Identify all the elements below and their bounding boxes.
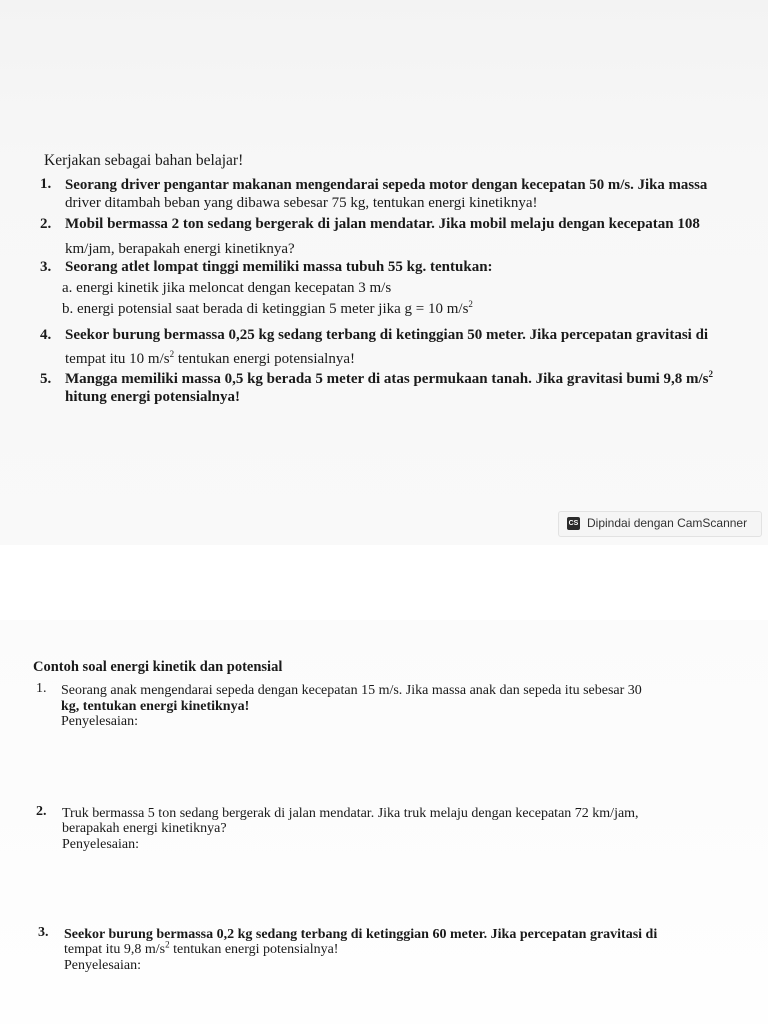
question-text: Truk bermassa 5 ton sedang bergerak di jalan mendatar. Jika truk melaju dengan kecepatan 72 km/jam, [62, 806, 639, 821]
question-text: Mobil bermassa 2 ton sedang bergerak di jalan mendatar. Jika mobil melaju dengan kecepatan 108 [65, 216, 700, 232]
answer-label: Penyelesaian: [62, 837, 139, 852]
question-number: 2. [36, 804, 47, 819]
question-text: Seorang atlet lompat tinggi memiliki massa tubuh 55 kg. tentukan: [65, 259, 493, 275]
question-text: Seorang anak mengendarai sepeda dengan kecepatan 15 m/s. Jika massa anak dan sepeda itu sebesar 30 [61, 683, 642, 698]
question-number: 3. [40, 259, 52, 275]
question-number: 5. [40, 371, 52, 387]
question-text: Mangga memiliki massa 0,5 kg berada 5 meter di atas permukaan tanah. Jika gravitasi bumi 9,8 $m/s^2$ [65, 369, 713, 387]
question-text: kg, tentukan energi kinetiknya! [61, 699, 250, 714]
question-number: 1. [40, 176, 52, 192]
question-text: tempat itu 10 $m/s^2$ tentukan energi potensialnya! [65, 349, 355, 367]
question-text: berapakah energi kinetiknya? [62, 821, 227, 836]
question-text: tempat itu 9,8 $m/s^2$ tentukan energi potensialnya! [64, 939, 339, 957]
question-text: Seekor burung bermassa 0,25 kg sedang terbang di ketinggian 50 meter. Jika percepatan gravitasi di [65, 327, 709, 343]
question-text: Seekor burung bermassa 0,2 kg sedang terbang di ketinggian 60 meter. Jika percepatan gravitasi di [64, 927, 658, 942]
worksheet-2-heading: Contoh soal energi kinetik dan potensial [33, 659, 283, 675]
answer-label: Penyelesaian: [61, 714, 138, 729]
question-text: Seorang driver pengantar makanan mengendarai sepeda motor dengan kecepatan 50 m/s. Jika massa [65, 177, 708, 193]
question-number: 3. [38, 925, 49, 940]
question-number: 4. [40, 327, 52, 343]
watermark-text: Dipindai dengan CamScanner [587, 516, 748, 530]
question-text: driver ditambah beban yang dibawa sebesar 75 kg, tentukan energi kinetiknya! [65, 195, 538, 211]
worksheet-1-heading: Kerjakan sebagai bahan belajar! [44, 152, 244, 169]
camscanner-logo-icon: CS [567, 517, 580, 530]
question-part-b: b. energi potensial saat berada di ketinggian 5 meter jika g = 10 $m/s^2$ [62, 299, 473, 317]
question-number: 1. [36, 681, 47, 696]
question-text: km/jam, berapakah energi kinetiknya? [65, 241, 295, 257]
answer-label: Penyelesaian: [64, 958, 141, 973]
question-part-a: a. energi kinetik jika meloncat dengan kecepatan 3 m/s [62, 280, 392, 296]
camscanner-watermark [558, 511, 762, 537]
question-text: hitung energi potensialnya! [65, 389, 241, 405]
question-number: 2. [40, 216, 52, 232]
